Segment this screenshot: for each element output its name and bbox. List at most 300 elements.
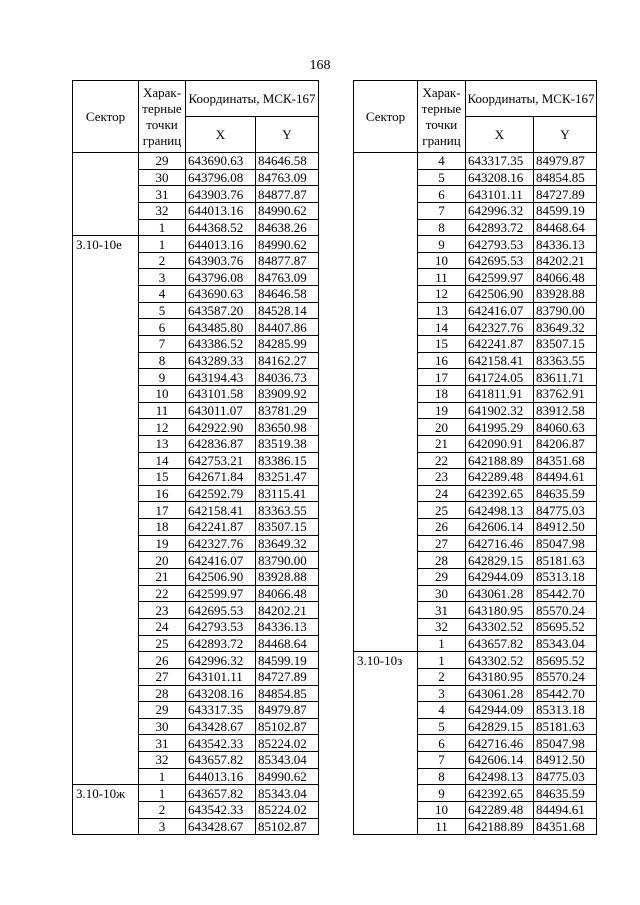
cell-x: 643903.76 <box>186 252 256 269</box>
cell-point: 1 <box>139 768 186 785</box>
table-row <box>73 552 319 569</box>
cell-sector <box>73 352 139 369</box>
table-row <box>73 702 319 719</box>
cell-x: 642944.09 <box>466 569 534 586</box>
cell-x: 642695.53 <box>466 252 534 269</box>
cell-point: 1 <box>139 219 186 236</box>
cell-sector <box>354 519 418 536</box>
cell-sector <box>73 519 139 536</box>
cell-x: 643386.52 <box>186 336 256 353</box>
cell-point: 24 <box>139 618 186 635</box>
cell-sector <box>73 402 139 419</box>
cell-point: 20 <box>139 552 186 569</box>
cell-sector <box>354 402 418 419</box>
cell-x: 643194.43 <box>186 369 256 386</box>
header-boundary-points: Харак-терные точки границ <box>418 81 466 153</box>
header-y: Y <box>534 117 597 153</box>
cell-point: 25 <box>418 502 466 519</box>
cell-y: 84336.13 <box>256 618 319 635</box>
cell-point: 2 <box>418 668 466 685</box>
cell-point: 23 <box>139 602 186 619</box>
cell-y: 84979.87 <box>256 702 319 719</box>
table-row <box>354 502 597 519</box>
coordinates-table-left <box>72 80 319 835</box>
cell-y: 84060.63 <box>534 419 597 436</box>
cell-x: 643542.33 <box>186 801 256 818</box>
cell-point: 8 <box>418 768 466 785</box>
cell-x: 643011.07 <box>186 402 256 419</box>
header-x: X <box>466 117 534 153</box>
page-number: 168 <box>309 58 331 73</box>
cell-x: 642241.87 <box>186 519 256 536</box>
cell-y: 83790.00 <box>256 552 319 569</box>
cell-y: 83251.47 <box>256 469 319 486</box>
cell-point: 1 <box>418 652 466 669</box>
table-row <box>73 219 319 236</box>
table-row <box>354 519 597 536</box>
header-coordinates: Координаты, МСК-167 <box>466 81 597 117</box>
cell-x: 643101.11 <box>186 668 256 685</box>
cell-point: 32 <box>139 202 186 219</box>
table-row <box>354 801 597 818</box>
cell-y: 85343.04 <box>534 635 597 652</box>
coordinates-table-right <box>353 80 597 835</box>
cell-x: 642090.91 <box>466 435 534 452</box>
table-row <box>73 801 319 818</box>
cell-sector <box>73 219 139 236</box>
cell-sector <box>73 286 139 303</box>
cell-x: 642671.84 <box>186 469 256 486</box>
cell-sector <box>354 435 418 452</box>
cell-sector <box>73 302 139 319</box>
cell-point: 4 <box>139 286 186 303</box>
cell-sector <box>354 485 418 502</box>
cell-point: 11 <box>418 818 466 835</box>
table-row <box>354 153 597 170</box>
table-row <box>73 202 319 219</box>
table-row <box>73 452 319 469</box>
table-row <box>73 602 319 619</box>
cell-sector <box>73 668 139 685</box>
cell-x: 642893.72 <box>466 219 534 236</box>
table-row <box>73 402 319 419</box>
cell-sector <box>73 685 139 702</box>
cell-y: 85181.63 <box>534 552 597 569</box>
cell-sector <box>73 469 139 486</box>
cell-point: 4 <box>418 702 466 719</box>
cell-point: 31 <box>418 602 466 619</box>
cell-point: 9 <box>418 236 466 253</box>
cell-y: 84202.21 <box>534 252 597 269</box>
table-row <box>354 485 597 502</box>
cell-point: 32 <box>418 618 466 635</box>
cell-point: 1 <box>139 785 186 802</box>
cell-y: 84912.50 <box>534 752 597 769</box>
table-row <box>354 618 597 635</box>
cell-x: 643796.08 <box>186 269 256 286</box>
table-row <box>73 485 319 502</box>
cell-y: 84599.19 <box>534 202 597 219</box>
cell-point: 32 <box>139 752 186 769</box>
cell-sector <box>354 552 418 569</box>
cell-y: 83386.15 <box>256 452 319 469</box>
cell-y: 85313.18 <box>534 569 597 586</box>
cell-x: 642392.65 <box>466 485 534 502</box>
cell-x: 643485.80 <box>186 319 256 336</box>
cell-point: 24 <box>418 485 466 502</box>
cell-point: 9 <box>418 785 466 802</box>
table-row <box>354 685 597 702</box>
cell-sector <box>73 585 139 602</box>
cell-x: 643690.63 <box>186 286 256 303</box>
cell-x: 642599.97 <box>186 585 256 602</box>
cell-x: 643317.35 <box>186 702 256 719</box>
cell-point: 31 <box>139 186 186 203</box>
table-row <box>73 153 319 170</box>
table-row <box>354 785 597 802</box>
table-row <box>73 302 319 319</box>
cell-y: 85343.04 <box>256 785 319 802</box>
cell-sector <box>354 635 418 652</box>
table-row <box>73 585 319 602</box>
cell-y: 84763.09 <box>256 269 319 286</box>
table-row <box>73 668 319 685</box>
cell-x: 643101.58 <box>186 385 256 402</box>
cell-point: 21 <box>418 435 466 452</box>
cell-x: 642606.14 <box>466 752 534 769</box>
cell-point: 8 <box>418 219 466 236</box>
cell-y: 85047.98 <box>534 535 597 552</box>
cell-sector <box>354 202 418 219</box>
table-row <box>354 668 597 685</box>
cell-sector <box>73 818 139 835</box>
cell-x: 644013.16 <box>186 202 256 219</box>
cell-y: 85695.52 <box>534 618 597 635</box>
cell-sector <box>354 385 418 402</box>
cell-point: 28 <box>418 552 466 569</box>
cell-sector: 3.10-10е <box>73 236 139 253</box>
table-row <box>354 186 597 203</box>
cell-sector <box>354 419 418 436</box>
cell-y: 84494.61 <box>534 801 597 818</box>
cell-point: 5 <box>139 302 186 319</box>
cell-sector <box>354 252 418 269</box>
table-row <box>73 785 319 802</box>
cell-point: 5 <box>418 169 466 186</box>
cell-sector <box>354 219 418 236</box>
cell-x: 643302.52 <box>466 652 534 669</box>
cell-sector <box>73 202 139 219</box>
cell-sector <box>354 169 418 186</box>
cell-sector <box>73 319 139 336</box>
table-row <box>354 718 597 735</box>
cell-y: 84468.64 <box>534 219 597 236</box>
table-row <box>354 202 597 219</box>
cell-x: 642592.79 <box>186 485 256 502</box>
cell-y: 84775.03 <box>534 502 597 519</box>
cell-sector <box>354 336 418 353</box>
cell-sector <box>73 153 139 170</box>
cell-y: 83363.55 <box>534 352 597 369</box>
table-row <box>354 402 597 419</box>
cell-sector <box>73 801 139 818</box>
cell-sector <box>73 718 139 735</box>
table-row <box>354 585 597 602</box>
table-row <box>73 502 319 519</box>
cell-x: 643796.08 <box>186 169 256 186</box>
cell-x: 642498.13 <box>466 502 534 519</box>
cell-sector <box>354 452 418 469</box>
cell-point: 10 <box>418 801 466 818</box>
cell-y: 84407.86 <box>256 319 319 336</box>
cell-sector <box>73 552 139 569</box>
cell-y: 84912.50 <box>534 519 597 536</box>
cell-point: 6 <box>139 319 186 336</box>
table-row <box>73 685 319 702</box>
cell-point: 17 <box>139 502 186 519</box>
cell-x: 642241.87 <box>466 336 534 353</box>
cell-y: 84990.62 <box>256 202 319 219</box>
cell-sector <box>354 668 418 685</box>
table-row <box>73 535 319 552</box>
cell-sector <box>354 569 418 586</box>
cell-x: 642416.07 <box>466 302 534 319</box>
cell-y: 84763.09 <box>256 169 319 186</box>
cell-point: 19 <box>139 535 186 552</box>
cell-point: 3 <box>139 818 186 835</box>
cell-point: 18 <box>139 519 186 536</box>
table-row <box>73 519 319 536</box>
cell-point: 31 <box>139 735 186 752</box>
table-row <box>73 752 319 769</box>
cell-y: 84727.89 <box>256 668 319 685</box>
cell-point: 11 <box>139 402 186 419</box>
cell-sector <box>354 768 418 785</box>
cell-point: 15 <box>418 336 466 353</box>
cell-point: 7 <box>418 202 466 219</box>
cell-y: 83115.41 <box>256 485 319 502</box>
cell-x: 643180.95 <box>466 668 534 685</box>
cell-y: 83519.38 <box>256 435 319 452</box>
table-row <box>73 569 319 586</box>
cell-point: 29 <box>418 569 466 586</box>
table-row <box>354 768 597 785</box>
cell-point: 14 <box>418 319 466 336</box>
cell-sector <box>73 502 139 519</box>
cell-x: 643428.67 <box>186 718 256 735</box>
cell-y: 84990.62 <box>256 768 319 785</box>
cell-sector <box>354 752 418 769</box>
cell-x: 643289.33 <box>186 352 256 369</box>
cell-x: 642922.90 <box>186 419 256 436</box>
table-row <box>354 169 597 186</box>
table-row <box>73 286 319 303</box>
cell-x: 642506.90 <box>186 569 256 586</box>
cell-x: 642599.97 <box>466 269 534 286</box>
table-row <box>354 535 597 552</box>
cell-x: 642188.89 <box>466 818 534 835</box>
table-row <box>354 236 597 253</box>
cell-sector <box>73 419 139 436</box>
cell-sector <box>73 269 139 286</box>
cell-y: 84635.59 <box>534 785 597 802</box>
cell-x: 642793.53 <box>186 618 256 635</box>
cell-y: 84727.89 <box>534 186 597 203</box>
cell-point: 17 <box>418 369 466 386</box>
table-row <box>73 435 319 452</box>
cell-point: 22 <box>418 452 466 469</box>
cell-y: 84036.73 <box>256 369 319 386</box>
cell-point: 30 <box>139 169 186 186</box>
cell-y: 85047.98 <box>534 735 597 752</box>
cell-x: 642996.32 <box>466 202 534 219</box>
cell-y: 83928.88 <box>534 286 597 303</box>
cell-y: 84202.21 <box>256 602 319 619</box>
cell-sector <box>354 735 418 752</box>
cell-y: 84877.87 <box>256 186 319 203</box>
table-row <box>354 652 597 669</box>
cell-y: 83762.91 <box>534 385 597 402</box>
cell-x: 643657.82 <box>186 752 256 769</box>
cell-sector <box>354 236 418 253</box>
cell-x: 644368.52 <box>186 219 256 236</box>
cell-y: 84635.59 <box>534 485 597 502</box>
cell-sector <box>354 718 418 735</box>
cell-x: 643903.76 <box>186 186 256 203</box>
cell-point: 1 <box>139 236 186 253</box>
cell-y: 84528.14 <box>256 302 319 319</box>
cell-x: 642158.41 <box>186 502 256 519</box>
cell-y: 83611.71 <box>534 369 597 386</box>
cell-sector <box>73 618 139 635</box>
cell-point: 2 <box>139 252 186 269</box>
cell-y: 84854.85 <box>534 169 597 186</box>
cell-point: 8 <box>139 352 186 369</box>
table-row <box>354 435 597 452</box>
cell-y: 85224.02 <box>256 801 319 818</box>
cell-y: 85102.87 <box>256 718 319 735</box>
cell-sector: 3.10-10з <box>354 652 418 669</box>
cell-point: 21 <box>139 569 186 586</box>
cell-x: 641724.05 <box>466 369 534 386</box>
cell-sector <box>73 435 139 452</box>
cell-point: 13 <box>139 435 186 452</box>
cell-point: 12 <box>139 419 186 436</box>
cell-point: 18 <box>418 385 466 402</box>
cell-y: 85570.24 <box>534 602 597 619</box>
cell-point: 16 <box>139 485 186 502</box>
cell-point: 26 <box>139 652 186 669</box>
cell-point: 26 <box>418 519 466 536</box>
table-row <box>354 252 597 269</box>
cell-y: 84979.87 <box>534 153 597 170</box>
cell-x: 643180.95 <box>466 602 534 619</box>
table-row <box>354 385 597 402</box>
table-row <box>354 818 597 835</box>
cell-x: 642996.32 <box>186 652 256 669</box>
table-row <box>354 602 597 619</box>
cell-point: 2 <box>139 801 186 818</box>
cell-y: 83507.15 <box>534 336 597 353</box>
cell-point: 6 <box>418 186 466 203</box>
cell-y: 84468.64 <box>256 635 319 652</box>
cell-x: 643690.63 <box>186 153 256 170</box>
table-row <box>73 236 319 253</box>
header-x: X <box>186 117 256 153</box>
cell-point: 19 <box>418 402 466 419</box>
header-sector: Сектор <box>354 81 418 153</box>
table-row <box>354 352 597 369</box>
cell-point: 15 <box>139 469 186 486</box>
cell-y: 84206.87 <box>534 435 597 452</box>
cell-sector <box>354 469 418 486</box>
cell-x: 642606.14 <box>466 519 534 536</box>
cell-sector <box>354 785 418 802</box>
cell-point: 11 <box>418 269 466 286</box>
table-row <box>354 369 597 386</box>
cell-sector <box>73 485 139 502</box>
cell-x: 642506.90 <box>466 286 534 303</box>
table-row <box>73 652 319 669</box>
cell-y: 85442.70 <box>534 685 597 702</box>
cell-sector <box>354 585 418 602</box>
table-row <box>73 419 319 436</box>
cell-y: 84638.26 <box>256 219 319 236</box>
cell-x: 642289.48 <box>466 469 534 486</box>
table-row <box>73 336 319 353</box>
cell-point: 3 <box>418 685 466 702</box>
cell-sector <box>354 618 418 635</box>
cell-y: 85181.63 <box>534 718 597 735</box>
cell-x: 642829.15 <box>466 718 534 735</box>
cell-sector <box>354 502 418 519</box>
cell-x: 643587.20 <box>186 302 256 319</box>
cell-sector <box>354 369 418 386</box>
cell-x: 642716.46 <box>466 535 534 552</box>
cell-point: 23 <box>418 469 466 486</box>
cell-x: 642695.53 <box>186 602 256 619</box>
table-row <box>73 635 319 652</box>
table-row <box>354 469 597 486</box>
cell-sector <box>354 702 418 719</box>
cell-x: 642158.41 <box>466 352 534 369</box>
cell-x: 643657.82 <box>466 635 534 652</box>
cell-y: 84336.13 <box>534 236 597 253</box>
cell-x: 642716.46 <box>466 735 534 752</box>
header-sector: Сектор <box>73 81 139 153</box>
cell-point: 27 <box>139 668 186 685</box>
cell-y: 83790.00 <box>534 302 597 319</box>
header-coordinates: Координаты, МСК-167 <box>186 81 319 117</box>
cell-x: 642753.21 <box>186 452 256 469</box>
cell-y: 83650.98 <box>256 419 319 436</box>
table-row <box>73 186 319 203</box>
cell-point: 29 <box>139 702 186 719</box>
cell-sector <box>354 818 418 835</box>
cell-point: 10 <box>418 252 466 269</box>
cell-x: 642893.72 <box>186 635 256 652</box>
cell-y: 84990.62 <box>256 236 319 253</box>
cell-x: 644013.16 <box>186 236 256 253</box>
cell-sector <box>354 319 418 336</box>
cell-sector <box>73 369 139 386</box>
cell-sector <box>354 801 418 818</box>
cell-x: 643061.28 <box>466 585 534 602</box>
cell-point: 5 <box>418 718 466 735</box>
table-row <box>73 385 319 402</box>
table-row <box>354 752 597 769</box>
cell-x: 643542.33 <box>186 735 256 752</box>
